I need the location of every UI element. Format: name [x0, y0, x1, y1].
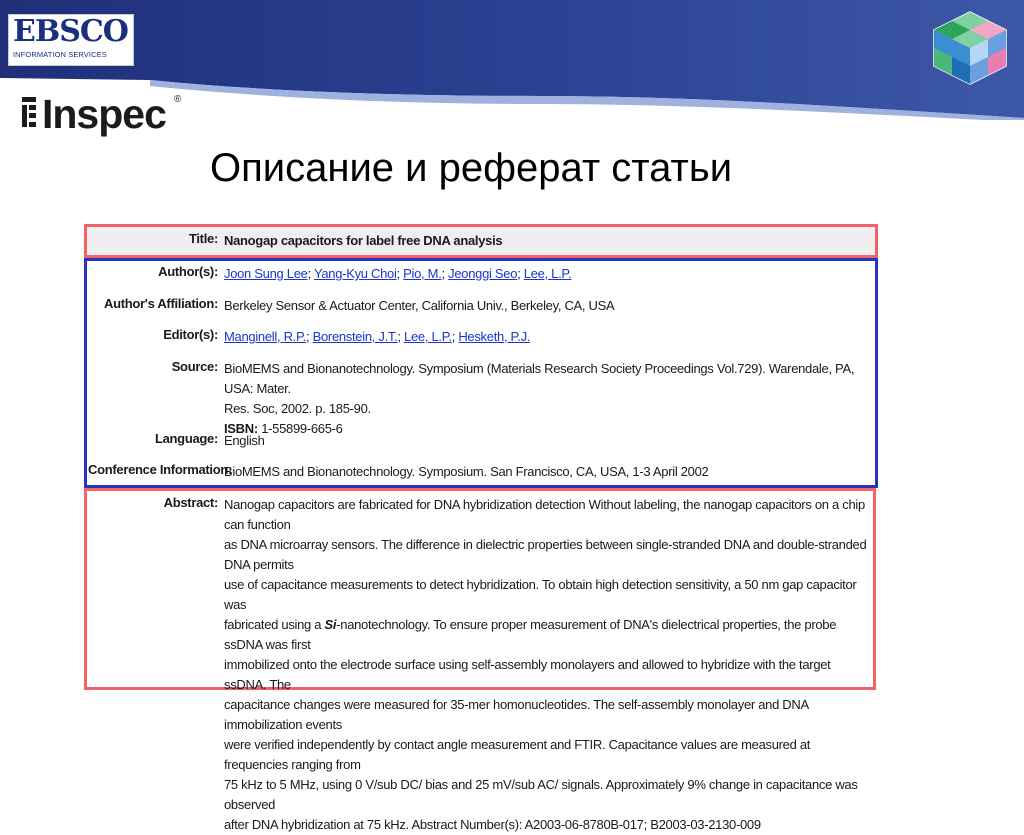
slide-title: Описание и реферат статьи — [210, 146, 733, 190]
isbn-label: ISBN: — [224, 421, 258, 436]
abstract-line: 75 kHz to 5 MHz, using 0 V/sub DC/ bias and 25 mV/sub AC/ signals. Approximately 9% change in capacitance was observed — [224, 777, 858, 812]
conference-label: Conference Information: — [88, 462, 233, 477]
abstract-line: as DNA microarray sensors. The difference in dielectric properties between single-stranded DNA and double-stranded DNA permits — [224, 537, 867, 572]
author-link[interactable]: Jeonggi Seo — [448, 266, 518, 281]
abstract-text: fabricated using a — [224, 617, 325, 632]
inspec-logo-name: Inspec — [42, 91, 166, 137]
abstract-value — [224, 495, 869, 835]
author-link[interactable]: Joon Sung Lee — [224, 266, 308, 281]
author-link[interactable]: Yang-Kyu Choi — [313, 266, 397, 281]
abstract-line: were verified independently by contact angle measurement and FTIR. Capacitance values are measured at frequencies ranging from — [224, 737, 811, 772]
ebsco-logo-name: EBSCO — [13, 14, 128, 49]
language-value: English — [224, 433, 265, 448]
conference-value: BioMEMS and Bionanotechnology. Symposium. San Francisco, CA, USA, 1-3 April 2002 — [224, 464, 709, 479]
abstract-text: -nanotechnology. To ensure proper measurement of DNA's dielectrical properties, the probe ssDNA was first — [224, 617, 837, 652]
ebsco-logo — [8, 14, 134, 66]
separator: ; — [517, 266, 521, 281]
editor-link[interactable]: Hesketh, P.J. — [458, 329, 531, 344]
abstract-emphasis: Si — [324, 617, 337, 632]
editors-value — [224, 327, 869, 347]
isbn-value: 1-55899-665-6 — [261, 421, 343, 436]
affiliation-value: Berkeley Sensor & Actuator Center, California Univ., Berkeley, CA, USA — [224, 298, 615, 313]
record-detail — [84, 224, 876, 832]
source-value — [224, 359, 869, 439]
abstract-line: after DNA hybridization at 75 kHz. Abstract Number(s): A2003-06-8780B-017; B2003-03-2130-009 — [224, 817, 761, 832]
title-label: Title: — [188, 231, 218, 246]
editor-link[interactable]: Borenstein, J.T. — [312, 329, 398, 344]
editor-link[interactable]: Lee, L.P. — [404, 329, 452, 344]
source-line: BioMEMS and Bionanotechnology. Symposium (Materials Research Society Proceedings Vol.729). Warendale, PA, USA: Mater. — [224, 361, 855, 396]
separator: ; — [305, 329, 310, 344]
abstract-line: capacitance changes were measured for 35-mer homonucleotides. The self-assembly monolayer and DNA immobilization events — [224, 697, 809, 732]
abstract-line: immobilized onto the electrode surface using self-assembly monolayers and allowed to hybridize with the target ssDNA. The — [224, 657, 831, 692]
registered-mark: ® — [174, 94, 182, 105]
inspec-mark-icon — [22, 97, 36, 127]
abstract-line — [224, 615, 869, 655]
author-link[interactable]: Pio, M. — [403, 266, 442, 281]
language-label: Language: — [154, 431, 218, 446]
abstract-line: Nanogap capacitors are fabricated for DNA hybridization detection Without labeling, the nanogap capacitors on a chip can function — [224, 497, 865, 532]
authors-value — [224, 264, 869, 284]
cube-logo-icon — [930, 10, 1010, 86]
source-line: Res. Soc, 2002. p. 185-90. — [224, 401, 371, 416]
separator: ; — [307, 266, 311, 281]
source-label: Source: — [171, 359, 218, 374]
title-value: Nanogap capacitors for label free DNA analysis — [224, 233, 503, 248]
abstract-line: use of capacitance measurements to detect hybridization. To obtain high detection sensitivity, a 50 nm gap capacitor was — [224, 577, 857, 612]
authors-label: Author(s): — [158, 264, 218, 279]
ebsco-logo-subtitle: INFORMATION SERVICES — [13, 50, 107, 59]
separator: ; — [441, 266, 445, 281]
separator: ; — [396, 266, 400, 281]
separator: ; — [451, 329, 456, 344]
inspec-logo — [22, 88, 187, 146]
author-link[interactable]: Lee, L.P. — [523, 266, 572, 281]
abstract-label: Abstract: — [163, 495, 218, 510]
editor-link[interactable]: Manginell, R.P. — [224, 329, 306, 344]
affiliation-label: Author's Affiliation: — [103, 296, 218, 311]
separator: ; — [397, 329, 401, 344]
editors-label: Editor(s): — [163, 327, 218, 342]
